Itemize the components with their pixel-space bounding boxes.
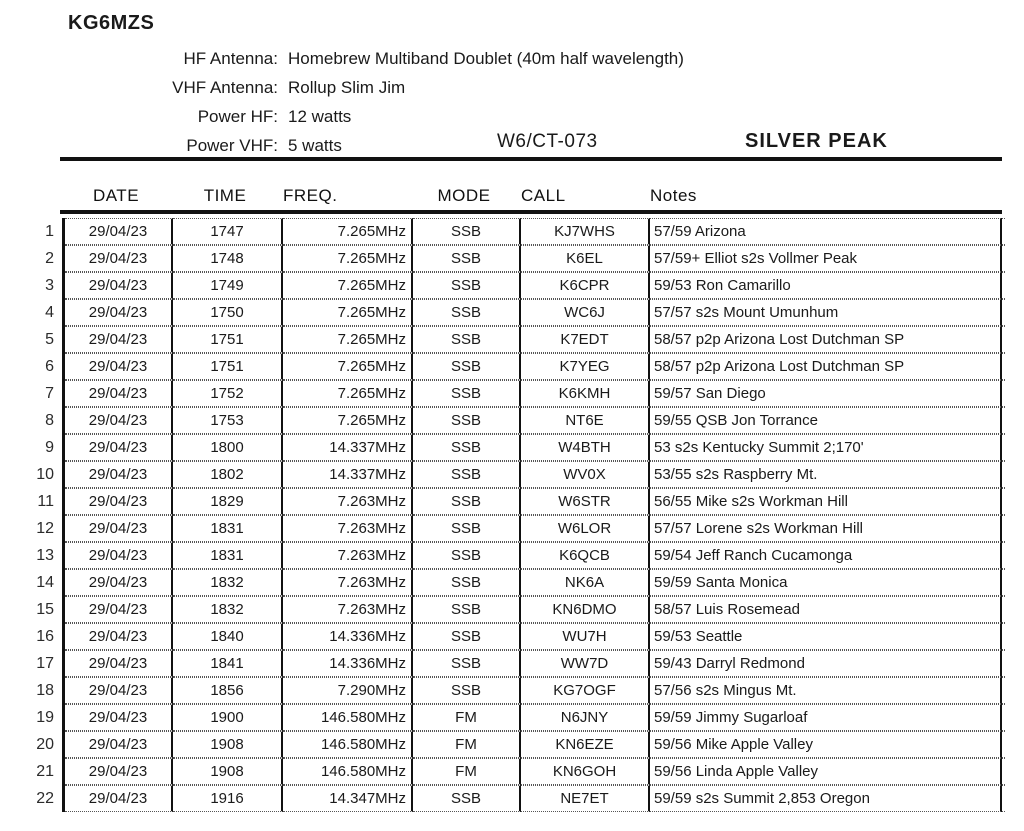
log-cell-call: N6JNY xyxy=(521,704,650,731)
log-cell-time: 1916 xyxy=(173,785,283,812)
log-cell-mode: SSB xyxy=(413,650,521,677)
log-cell-date: 29/04/23 xyxy=(65,650,173,677)
log-cell-notes: 59/53 Ron Camarillo xyxy=(650,272,1005,299)
row-number-gutter xyxy=(0,218,54,812)
log-cell-time: 1831 xyxy=(173,542,283,569)
log-cell-time: 1750 xyxy=(173,299,283,326)
log-cell-notes: 57/59 Arizona xyxy=(650,218,1005,245)
log-cell-notes: 57/57 s2s Mount Umunhum xyxy=(650,299,1005,326)
log-cell-time: 1840 xyxy=(173,623,283,650)
log-cell-call: KN6EZE xyxy=(521,731,650,758)
log-cell-date: 29/04/23 xyxy=(65,677,173,704)
power-hf-label: Power HF: xyxy=(197,107,278,126)
log-cell-call: K6QCB xyxy=(521,542,650,569)
log-cell-freq: 7.265MHz xyxy=(283,380,413,407)
log-cell-notes: 57/59+ Elliot s2s Vollmer Peak xyxy=(650,245,1005,272)
row-number: 3 xyxy=(45,277,54,294)
row-number: 5 xyxy=(45,331,54,348)
log-cell-call: WW7D xyxy=(521,650,650,677)
row-number: 16 xyxy=(36,628,54,645)
log-column-headers xyxy=(62,184,1002,208)
log-cell-call: WV0X xyxy=(521,461,650,488)
log-cell-time: 1832 xyxy=(173,596,283,623)
log-cell-notes: 58/57 p2p Arizona Lost Dutchman SP xyxy=(650,353,1005,380)
log-cell-mode: SSB xyxy=(413,488,521,515)
summit-name: SILVER PEAK xyxy=(745,130,888,152)
log-cell-mode: SSB xyxy=(413,596,521,623)
row-number: 22 xyxy=(36,790,54,807)
log-cell-mode: SSB xyxy=(413,785,521,812)
log-cell-freq: 7.265MHz xyxy=(283,272,413,299)
log-cell-date: 29/04/23 xyxy=(65,731,173,758)
log-cell-notes: 58/57 p2p Arizona Lost Dutchman SP xyxy=(650,326,1005,353)
log-cell-freq: 7.263MHz xyxy=(283,515,413,542)
info-row-power-vhf xyxy=(60,131,700,160)
log-cell-call: W6STR xyxy=(521,488,650,515)
column-header-date: DATE xyxy=(92,186,140,205)
log-cell-time: 1829 xyxy=(173,488,283,515)
column-header-rule xyxy=(60,210,1002,214)
log-cell-freq: 7.265MHz xyxy=(283,407,413,434)
log-cell-freq: 7.265MHz xyxy=(283,299,413,326)
log-cell-time: 1900 xyxy=(173,704,283,731)
column-header-notes: Notes xyxy=(650,186,697,205)
log-cell-time: 1841 xyxy=(173,650,283,677)
log-cell-notes: 59/56 Linda Apple Valley xyxy=(650,758,1005,785)
log-cell-freq: 146.580MHz xyxy=(283,704,413,731)
column-header-freq: FREQ. xyxy=(283,186,338,205)
log-cell-notes: 59/57 San Diego xyxy=(650,380,1005,407)
row-number: 12 xyxy=(36,520,54,537)
log-cell-date: 29/04/23 xyxy=(65,218,173,245)
row-number: 19 xyxy=(36,709,54,726)
row-number: 9 xyxy=(45,439,54,456)
log-cell-date: 29/04/23 xyxy=(65,434,173,461)
log-cell-call: NE7ET xyxy=(521,785,650,812)
log-cell-notes: 59/59 Santa Monica xyxy=(650,569,1005,596)
hf-antenna-label: HF Antenna: xyxy=(183,49,278,68)
log-cell-mode: SSB xyxy=(413,245,521,272)
log-cell-mode: FM xyxy=(413,758,521,785)
log-cell-date: 29/04/23 xyxy=(65,407,173,434)
log-cell-time: 1753 xyxy=(173,407,283,434)
log-cell-freq: 7.265MHz xyxy=(283,353,413,380)
row-number: 18 xyxy=(36,682,54,699)
log-cell-date: 29/04/23 xyxy=(65,380,173,407)
row-number: 6 xyxy=(45,358,54,375)
log-cell-freq: 14.347MHz xyxy=(283,785,413,812)
log-cell-call: NK6A xyxy=(521,569,650,596)
log-cell-mode: SSB xyxy=(413,434,521,461)
log-cell-notes: 57/56 s2s Mingus Mt. xyxy=(650,677,1005,704)
log-cell-date: 29/04/23 xyxy=(65,758,173,785)
row-number: 7 xyxy=(45,385,54,402)
row-number: 2 xyxy=(45,250,54,267)
log-cell-mode: SSB xyxy=(413,326,521,353)
log-cell-notes: 59/56 Mike Apple Valley xyxy=(650,731,1005,758)
log-cell-freq: 7.263MHz xyxy=(283,488,413,515)
vhf-antenna-value: Rollup Slim Jim xyxy=(288,78,406,97)
log-cell-time: 1748 xyxy=(173,245,283,272)
log-cell-notes: 56/55 Mike s2s Workman Hill xyxy=(650,488,1005,515)
log-cell-freq: 7.265MHz xyxy=(283,245,413,272)
log-cell-freq: 146.580MHz xyxy=(283,758,413,785)
log-cell-time: 1751 xyxy=(173,326,283,353)
log-cell-mode: SSB xyxy=(413,569,521,596)
log-cell-time: 1831 xyxy=(173,515,283,542)
log-cell-time: 1752 xyxy=(173,380,283,407)
row-number: 14 xyxy=(36,574,54,591)
column-header-mode: MODE xyxy=(437,186,491,205)
power-vhf-value: 5 watts xyxy=(288,136,342,155)
log-cell-call: W6LOR xyxy=(521,515,650,542)
log-cell-date: 29/04/23 xyxy=(65,488,173,515)
log-cell-call: K7YEG xyxy=(521,353,650,380)
log-cell-mode: FM xyxy=(413,731,521,758)
header-divider-rule xyxy=(60,157,1002,161)
log-cell-notes: 59/55 QSB Jon Torrance xyxy=(650,407,1005,434)
log-cell-call: K6CPR xyxy=(521,272,650,299)
log-cell-date: 29/04/23 xyxy=(65,326,173,353)
log-cell-mode: SSB xyxy=(413,542,521,569)
log-cell-date: 29/04/23 xyxy=(65,704,173,731)
log-cell-mode: SSB xyxy=(413,380,521,407)
log-cell-freq: 14.337MHz xyxy=(283,461,413,488)
log-cell-mode: SSB xyxy=(413,407,521,434)
log-cell-date: 29/04/23 xyxy=(65,245,173,272)
log-cell-time: 1856 xyxy=(173,677,283,704)
log-cell-mode: FM xyxy=(413,704,521,731)
log-cell-time: 1802 xyxy=(173,461,283,488)
log-cell-notes: 59/59 s2s Summit 2,853 Oregon xyxy=(650,785,1005,812)
log-cell-call: KN6DMO xyxy=(521,596,650,623)
log-cell-mode: SSB xyxy=(413,353,521,380)
log-cell-freq: 7.265MHz xyxy=(283,326,413,353)
column-header-call: CALL xyxy=(521,186,566,205)
vhf-antenna-label: VHF Antenna: xyxy=(172,78,278,97)
log-cell-date: 29/04/23 xyxy=(65,272,173,299)
log-cell-notes: 59/59 Jimmy Sugarloaf xyxy=(650,704,1005,731)
row-number: 1 xyxy=(45,223,54,240)
log-cell-call: W4BTH xyxy=(521,434,650,461)
log-cell-freq: 14.336MHz xyxy=(283,650,413,677)
log-cell-notes: 59/43 Darryl Redmond xyxy=(650,650,1005,677)
log-cell-call: NT6E xyxy=(521,407,650,434)
log-cell-call: KN6GOH xyxy=(521,758,650,785)
row-number: 11 xyxy=(37,493,54,510)
summit-reference: W6/CT-073 xyxy=(497,131,598,152)
log-cell-freq: 7.263MHz xyxy=(283,596,413,623)
log-cell-time: 1800 xyxy=(173,434,283,461)
log-cell-time: 1747 xyxy=(173,218,283,245)
log-cell-date: 29/04/23 xyxy=(65,515,173,542)
row-number: 13 xyxy=(36,547,54,564)
station-info xyxy=(60,44,700,160)
log-cell-notes: 53 s2s Kentucky Summit 2;170' xyxy=(650,434,1005,461)
log-cell-call: K7EDT xyxy=(521,326,650,353)
log-cell-date: 29/04/23 xyxy=(65,299,173,326)
log-cell-call: WC6J xyxy=(521,299,650,326)
log-cell-time: 1749 xyxy=(173,272,283,299)
row-number: 20 xyxy=(36,736,54,753)
log-cell-date: 29/04/23 xyxy=(65,353,173,380)
log-cell-date: 29/04/23 xyxy=(65,461,173,488)
row-number: 10 xyxy=(36,466,54,483)
operator-callsign: KG6MZS xyxy=(68,12,155,34)
log-cell-date: 29/04/23 xyxy=(65,542,173,569)
log-cell-call: K6KMH xyxy=(521,380,650,407)
log-cell-mode: SSB xyxy=(413,299,521,326)
hf-antenna-value: Homebrew Multiband Doublet (40m half wavelength) xyxy=(288,49,684,68)
log-cell-date: 29/04/23 xyxy=(65,569,173,596)
info-row-vhf-antenna xyxy=(60,73,700,102)
log-cell-notes: 59/53 Seattle xyxy=(650,623,1005,650)
log-cell-notes: 58/57 Luis Rosemead xyxy=(650,596,1005,623)
row-number: 15 xyxy=(36,601,54,618)
power-vhf-label: Power VHF: xyxy=(186,136,278,155)
log-cell-notes: 57/57 Lorene s2s Workman Hill xyxy=(650,515,1005,542)
log-cell-date: 29/04/23 xyxy=(65,623,173,650)
log-cell-call: KJ7WHS xyxy=(521,218,650,245)
log-cell-call: K6EL xyxy=(521,245,650,272)
log-cell-time: 1908 xyxy=(173,758,283,785)
log-cell-mode: SSB xyxy=(413,461,521,488)
info-row-hf-antenna xyxy=(60,44,700,73)
log-table xyxy=(62,218,1002,812)
log-cell-date: 29/04/23 xyxy=(65,596,173,623)
power-hf-value: 12 watts xyxy=(288,107,352,126)
log-cell-freq: 14.336MHz xyxy=(283,623,413,650)
log-cell-freq: 7.265MHz xyxy=(283,218,413,245)
log-cell-mode: SSB xyxy=(413,515,521,542)
row-number: 17 xyxy=(36,655,54,672)
log-cell-freq: 7.263MHz xyxy=(283,542,413,569)
log-cell-time: 1751 xyxy=(173,353,283,380)
log-cell-mode: SSB xyxy=(413,218,521,245)
column-header-time: TIME xyxy=(203,186,247,205)
log-cell-call: WU7H xyxy=(521,623,650,650)
row-number: 4 xyxy=(45,304,54,321)
row-number: 21 xyxy=(36,763,54,780)
row-number: 8 xyxy=(45,412,54,429)
log-cell-time: 1832 xyxy=(173,569,283,596)
log-cell-freq: 14.337MHz xyxy=(283,434,413,461)
log-cell-call: KG7OGF xyxy=(521,677,650,704)
info-row-power-hf xyxy=(60,102,700,131)
log-cell-mode: SSB xyxy=(413,623,521,650)
log-cell-mode: SSB xyxy=(413,272,521,299)
log-cell-time: 1908 xyxy=(173,731,283,758)
log-cell-mode: SSB xyxy=(413,677,521,704)
log-cell-freq: 146.580MHz xyxy=(283,731,413,758)
log-cell-freq: 7.290MHz xyxy=(283,677,413,704)
log-cell-notes: 53/55 s2s Raspberry Mt. xyxy=(650,461,1005,488)
log-cell-date: 29/04/23 xyxy=(65,785,173,812)
log-cell-freq: 7.263MHz xyxy=(283,569,413,596)
log-cell-notes: 59/54 Jeff Ranch Cucamonga xyxy=(650,542,1005,569)
